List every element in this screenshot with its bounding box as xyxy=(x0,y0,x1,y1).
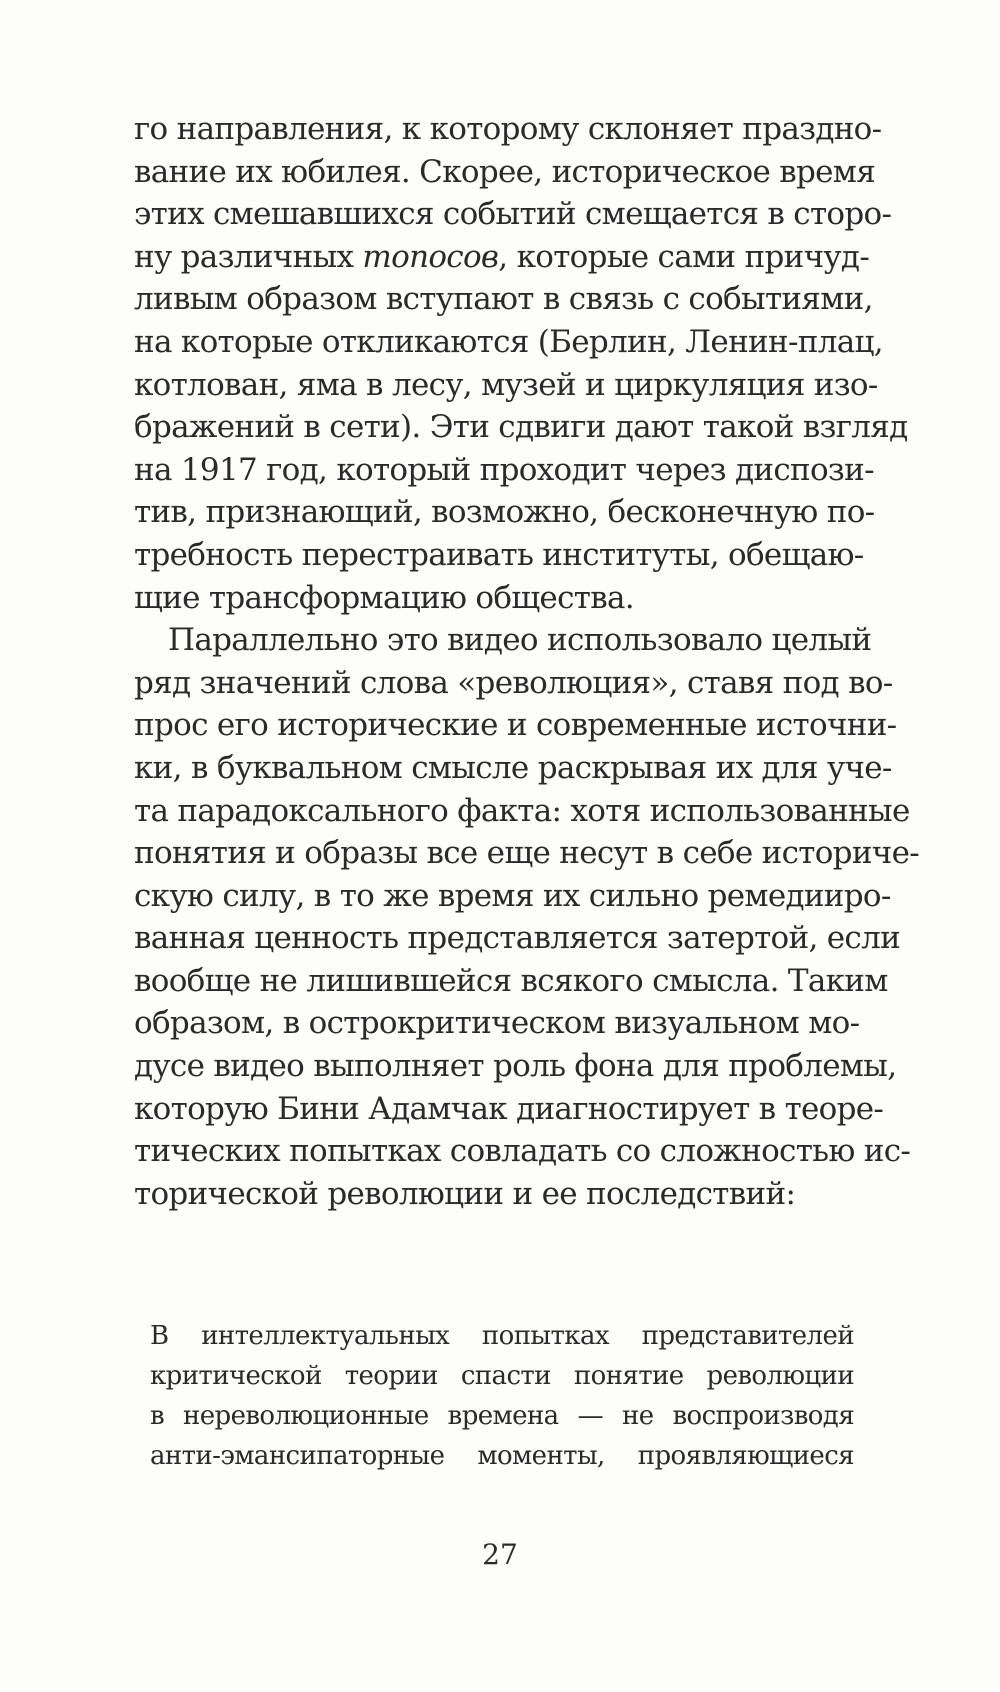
quote-line: анти-эмансипаторные моменты, проявляющиеся xyxy=(150,1441,854,1471)
text-line: этих смешавшихся событий смещается в сторо- xyxy=(134,196,892,233)
text-line: скую силу, в то же время их сильно ремедииро- xyxy=(134,877,891,914)
text-line: понятия и образы все еще несут в себе историче- xyxy=(134,835,919,872)
text-line: прос его исторические и современные источни- xyxy=(134,707,897,744)
text-line: образом, в острокритическом визуальном мо- xyxy=(134,1005,860,1042)
quote-line: в нереволюционные времена — не воспроизводя xyxy=(150,1401,854,1431)
text-line: ки, в буквальном смысле раскрывая их для уче- xyxy=(134,749,892,786)
text-line: Параллельно это видео использовало целый xyxy=(168,622,872,659)
text-line: та парадоксального факта: хотя использованные xyxy=(134,792,910,829)
italic-term: топосов xyxy=(362,238,499,275)
text-line: тических попытках совладать со сложностью ис- xyxy=(134,1133,911,1170)
text-line: тив, признающий, возможно, бесконечную по- xyxy=(134,494,875,531)
text-segment: , которые сами причуд- xyxy=(498,238,870,275)
text-line: дусе видео выполняет роль фона для проблемы, xyxy=(134,1048,897,1085)
body-text xyxy=(134,108,919,1215)
text-line: на которые откликаются (Берлин, Ленин-плац, xyxy=(134,323,883,360)
text-line xyxy=(134,236,870,279)
text-line: на 1917 год, который проходит через диспози- xyxy=(134,451,874,488)
quote-line: В интеллектуальных попытках представителей xyxy=(150,1321,854,1351)
text-line: бражений в сети). Эти сдвиги дают такой взгляд xyxy=(134,409,908,446)
text-line: торической революции и ее последствий: xyxy=(134,1175,796,1212)
block-quote xyxy=(150,1316,854,1476)
text-line: ванная ценность представляется затертой, если xyxy=(134,920,901,957)
quote-line: критической теории спасти понятие революции xyxy=(150,1361,854,1391)
text-line: щие трансформацию общества. xyxy=(134,579,634,616)
text-line: ряд значений слова «революция», ставя под во- xyxy=(134,664,893,701)
text-line: которую Бини Адамчак диагностирует в теоре- xyxy=(134,1090,884,1127)
text-segment: ну различных xyxy=(134,238,363,275)
page-number: 27 xyxy=(482,1538,518,1571)
text-line: ливым образом вступают в связь с событиями, xyxy=(134,281,873,318)
text-line: вообще не лишившейся всякого смысла. Таким xyxy=(134,962,888,999)
text-line: требность перестраивать институты, обещаю- xyxy=(134,536,864,573)
text-line: го направления, к которому склоняет праздно- xyxy=(134,111,882,147)
text-line: котлован, яма в лесу, музей и циркуляция изо- xyxy=(134,366,878,403)
text-line: вание их юбилея. Скорее, историческое время xyxy=(134,153,876,190)
